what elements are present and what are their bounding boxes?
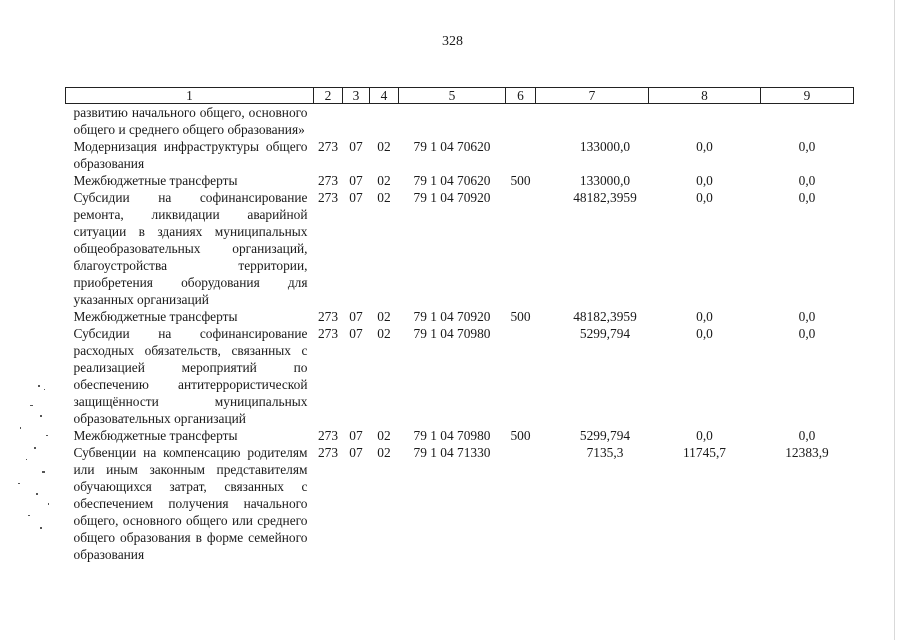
cell-ministry-code (314, 104, 343, 139)
cell-ministry-code: 273 (317, 173, 339, 188)
cell-amount-col7: 5299,794 (579, 326, 631, 341)
cell-amount-col8: 0,0 (696, 428, 713, 443)
column-header: 8 (649, 88, 761, 104)
cell-expense-type (506, 104, 536, 139)
budget-table (65, 87, 854, 563)
cell-amount-col9 (761, 104, 854, 139)
column-header: 7 (536, 88, 649, 104)
cell-target-article: 79 1 04 70980 (413, 326, 491, 341)
cell-subsection: 02 (377, 428, 391, 443)
cell-amount-col7: 133000,0 (579, 173, 631, 188)
table-row (66, 444, 854, 563)
column-header: 9 (761, 88, 854, 104)
cell-amount-col9: 0,0 (798, 428, 816, 443)
cell-expense-type: 500 (510, 309, 531, 324)
cell-target-article: 79 1 04 70620 (413, 173, 491, 188)
cell-subsection: 02 (377, 173, 391, 188)
cell-section: 07 (349, 326, 363, 341)
column-header: 1 (66, 88, 314, 104)
cell-ministry-code: 273 (317, 309, 339, 324)
table-row (66, 189, 854, 308)
cell-section: 07 (349, 428, 363, 443)
scan-margin-line (894, 0, 895, 640)
cell-amount-col7: 48182,3959 (573, 190, 637, 205)
cell-amount-col8: 0,0 (696, 173, 713, 188)
cell-expense-type (506, 444, 536, 563)
cell-ministry-code: 273 (317, 445, 339, 460)
cell-ministry-code: 273 (317, 139, 339, 154)
table-row (66, 172, 854, 189)
cell-expense-type (506, 325, 536, 427)
cell-amount-col9: 0,0 (798, 139, 816, 154)
cell-section: 07 (349, 139, 363, 154)
row-description: Субсидии на софинансирование расходных обязательств, связанных с реализацией мероприятий по обеспечению антитеррористической защищённости муниципальных образовательных организаций (73, 326, 308, 426)
cell-amount-col9: 0,0 (798, 190, 816, 205)
cell-subsection: 02 (377, 190, 391, 205)
cell-amount-col9: 12383,9 (785, 445, 829, 460)
cell-amount-col8: 0,0 (696, 190, 713, 205)
cell-amount-col9: 0,0 (798, 309, 816, 324)
cell-section: 07 (349, 173, 363, 188)
cell-amount-col7: 5299,794 (579, 428, 631, 443)
cell-section: 07 (349, 309, 363, 324)
cell-amount-col8 (649, 104, 761, 139)
column-header: 5 (399, 88, 506, 104)
cell-amount-col8: 11745,7 (682, 445, 727, 460)
cell-target-article: 79 1 04 71330 (413, 445, 491, 460)
cell-target-article: 79 1 04 70980 (413, 428, 491, 443)
column-header: 3 (343, 88, 370, 104)
cell-subsection: 02 (377, 309, 391, 324)
cell-target-article: 79 1 04 70620 (413, 139, 491, 154)
cell-section (343, 104, 370, 139)
cell-ministry-code: 273 (317, 326, 339, 341)
cell-amount-col7: 48182,3959 (573, 309, 637, 324)
cell-subsection: 02 (377, 139, 391, 154)
cell-section: 07 (349, 190, 363, 205)
cell-amount-col7: 133000,0 (579, 139, 631, 154)
row-description: Субвенции на компенсацию родителям или иным законным представителям обучающихся затрат, связанных с обеспечением получения начального общего, основного общего или среднего общего образования в форме семейного образования (73, 445, 308, 562)
row-description: Межбюджетные трансферты (73, 173, 238, 188)
cell-amount-col8: 0,0 (696, 139, 713, 154)
cell-ministry-code: 273 (317, 190, 339, 205)
table-header-row (66, 88, 854, 104)
row-description: развитию начального общего, основного общего и среднего общего образования» (73, 105, 308, 137)
cell-expense-type: 500 (510, 173, 531, 188)
cell-amount-col8: 0,0 (696, 309, 713, 324)
cell-ministry-code: 273 (317, 428, 339, 443)
table-row (66, 308, 854, 325)
cell-amount-col7 (536, 104, 649, 139)
cell-target-article: 79 1 04 70920 (413, 309, 491, 324)
column-header: 4 (370, 88, 399, 104)
row-description: Субсидии на софинансирование ремонта, ликвидации аварийной ситуации в зданиях муниципальных общеобразовательных организаций, благоустройства территории, приобретения оборудования для указанных организаций (73, 190, 308, 307)
cell-expense-type (506, 138, 536, 172)
row-description: Межбюджетные трансферты (73, 428, 238, 443)
cell-amount-col7: 7135,3 (586, 445, 624, 460)
row-description: Межбюджетные трансферты (73, 309, 238, 324)
column-header: 6 (506, 88, 536, 104)
cell-amount-col9: 0,0 (798, 173, 816, 188)
cell-amount-col8: 0,0 (696, 326, 713, 341)
cell-expense-type: 500 (510, 428, 531, 443)
cell-section: 07 (349, 445, 363, 460)
cell-target-article (399, 104, 506, 139)
table-row (66, 427, 854, 444)
table-row (66, 325, 854, 427)
cell-expense-type (506, 189, 536, 308)
cell-amount-col9: 0,0 (798, 326, 816, 341)
table-row (66, 104, 854, 139)
page-number: 328 (442, 34, 463, 49)
row-description: Модернизация инфраструктуры общего образования (73, 139, 308, 171)
cell-target-article: 79 1 04 70920 (413, 190, 491, 205)
cell-subsection: 02 (377, 326, 391, 341)
column-header: 2 (314, 88, 343, 104)
table-row (66, 138, 854, 172)
scan-artifact-marks (0, 375, 60, 545)
cell-subsection: 02 (377, 445, 391, 460)
cell-subsection (370, 104, 399, 139)
